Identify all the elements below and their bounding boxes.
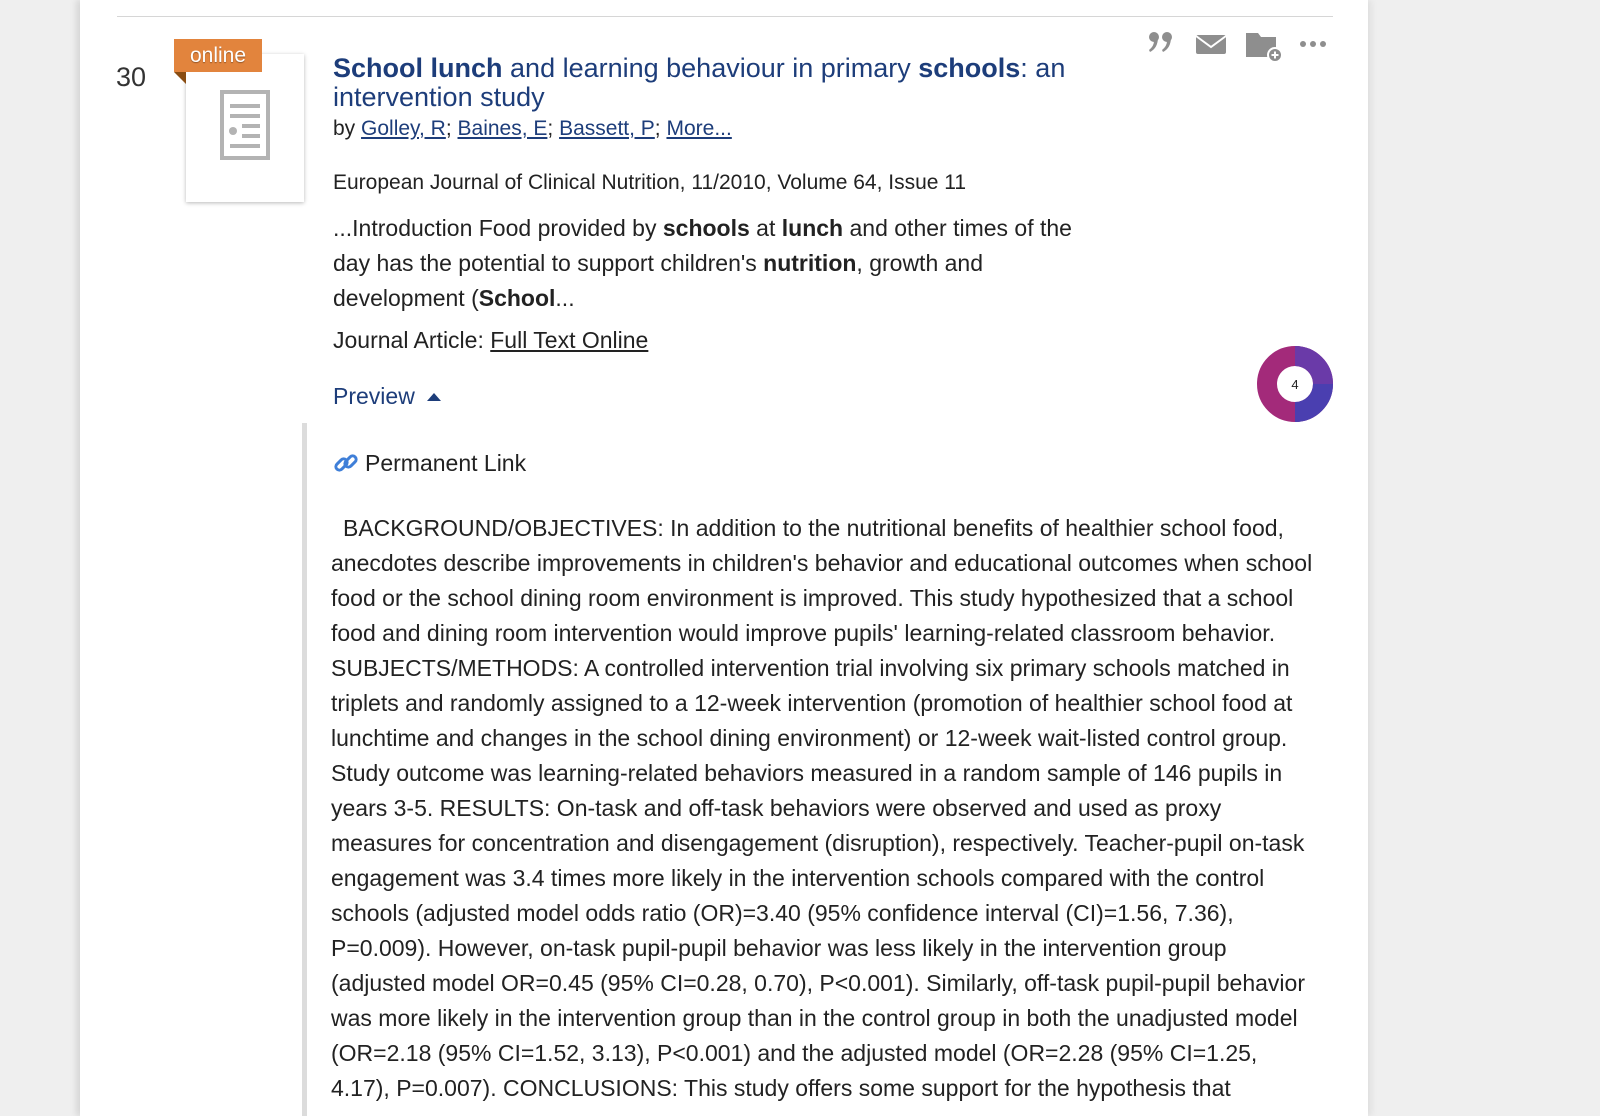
title-part: schools: [918, 53, 1021, 83]
altmetric-score: 4: [1291, 377, 1299, 392]
link-icon: [333, 450, 359, 476]
permanent-link-label: Permanent Link: [365, 450, 527, 476]
snippet-part: schools: [662, 215, 750, 241]
document-icon: [220, 90, 270, 160]
publication-source: European Journal of Clinical Nutrition, 11/2010, Volume 64, Issue 11: [333, 171, 967, 194]
result-snippet: [333, 211, 1093, 316]
permanent-link[interactable]: [333, 450, 526, 477]
author-link[interactable]: Baines, E: [457, 117, 548, 140]
preview-label: Preview: [333, 383, 415, 409]
title-part: and learning behaviour in primary: [502, 53, 919, 83]
add-to-folder-icon[interactable]: [1244, 28, 1284, 69]
snippet-part: at: [749, 215, 782, 241]
snippet-part: nutrition: [763, 250, 857, 276]
by-label: by: [333, 117, 356, 140]
format-label: Journal Article:: [333, 327, 484, 353]
snippet-part: ...Introduction Food provided by: [333, 215, 663, 241]
author-link[interactable]: Bassett, P: [559, 117, 655, 140]
document-thumbnail[interactable]: [186, 54, 304, 202]
altmetric-badge[interactable]: [1256, 345, 1334, 423]
result-number: 30: [116, 62, 147, 92]
snippet-part: lunch: [781, 215, 844, 241]
result-divider: [117, 16, 1333, 17]
more-authors-link[interactable]: More...: [666, 117, 732, 140]
authors-line: by Golley, R; Baines, E; Bassett, P; More...: [333, 117, 732, 140]
online-badge-fold: [174, 72, 186, 84]
preview-panel-border: [302, 423, 307, 1116]
result-title[interactable]: [333, 54, 1093, 112]
snippet-part: and other times of the day has the potential to support children's: [333, 215, 1072, 276]
title-part: : an intervention study: [333, 53, 1066, 112]
full-text-online-link[interactable]: Full Text Online: [490, 327, 649, 353]
more-actions-icon[interactable]: [1298, 28, 1330, 63]
snippet-part: , growth and development (: [333, 250, 984, 311]
title-part: [423, 53, 431, 83]
online-badge: online: [174, 39, 262, 72]
caret-up-icon: [427, 393, 441, 401]
author-link[interactable]: Golley, R: [361, 117, 446, 140]
snippet-part: School: [478, 285, 556, 311]
email-icon[interactable]: [1194, 28, 1228, 63]
format-line: [333, 327, 648, 354]
quote-icon[interactable]: [1146, 28, 1176, 63]
preview-toggle[interactable]: [333, 383, 441, 410]
abstract-text: BACKGROUND/OBJECTIVES: In addition to the nutritional benefits of healthier school food, anecdotes describe improvements in children's behavior and educational outcomes when school food or the school dining room environment is improved. This study hypothesized that a school food and dining room intervention would improve pupils' learning-related classroom behavior. SUBJECTS/METHODS: A controlled intervention trial involving six primary schools matched in triplets and randomly assigned to a 12-week intervention (promotion of healthier school food at lunchtime and changes in the school dining environment) or 12-week wait-listed control group. Study outcome was learning-related behaviors measured in a random sample of 146 pupils in years 3-5. RESULTS: On-task and off-task behaviors were observed and used as proxy measures for concentration and disengagement (disruption), respectively. Teacher-pupil on-task engagement was 3.4 times more likely in the intervention schools compared with the control schools (adjusted model odds ratio (OR)=3.40 (95% confidence interval (CI)=1.56, 7.36), P=0.009). However, on-task pupil-pupil behavior was less likely in the intervention group (adjusted model OR=0.45 (95% CI=0.28, 0.70), P<0.001). Similarly, off-task pupil-pupil behavior was more likely in the intervention group than in the control group in both the unadjusted model (OR=2.18 (95% CI=1.52, 3.13), P<0.001) and the adjusted model (OR=2.28 (95% CI=1.25, 4.17), P=0.007). CONCLUSIONS: This study offers some support for the hypothesis that: [331, 515, 1313, 1101]
snippet-part: ...: [555, 285, 575, 311]
title-part: School: [333, 53, 424, 83]
title-part: lunch: [430, 53, 503, 83]
